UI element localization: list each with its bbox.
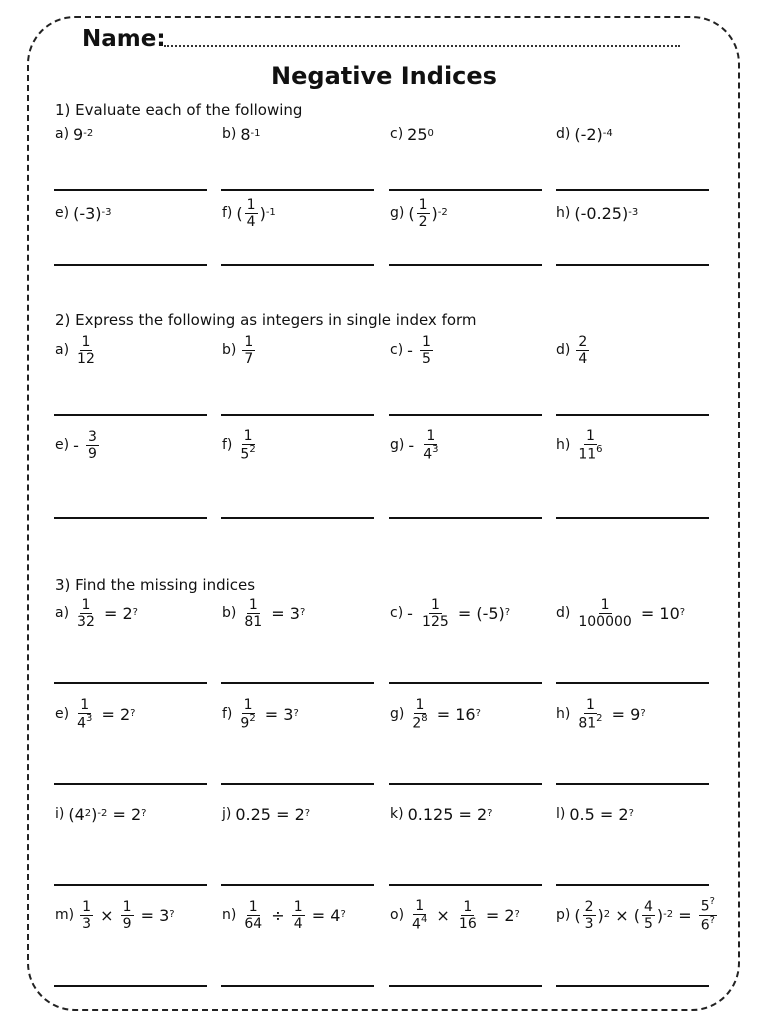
fraction-denominator: 3 [82, 915, 92, 932]
fraction-numerator: 1 [243, 427, 253, 444]
equals-sign: = [606, 704, 631, 724]
equals-sign: = [306, 905, 331, 925]
fraction [410, 899, 429, 932]
fraction-numerator: 5? [700, 895, 715, 915]
base: (-2) [574, 124, 603, 144]
fraction-denominator: 6? [700, 914, 715, 934]
fraction-denominator: 12 [77, 350, 95, 367]
fraction-numerator: 1 [246, 196, 256, 213]
exponent: ? [304, 807, 311, 819]
answer-line[interactable] [221, 517, 374, 519]
fraction-denominator: 4 [293, 915, 303, 932]
rhs-base: 2 [504, 905, 515, 925]
rhs-base: 2 [476, 804, 488, 824]
exponent: ? [132, 606, 138, 618]
answer-line[interactable] [221, 985, 374, 987]
fraction-numerator: 1 [244, 333, 254, 350]
bracket: ( [574, 905, 581, 925]
exercise-item [222, 116, 261, 152]
exercise-item [390, 696, 481, 732]
answer-line[interactable] [221, 682, 374, 684]
fraction-denominator: 16 [458, 915, 477, 932]
fraction [699, 895, 717, 934]
item-label: d) [556, 342, 571, 358]
exercise-item [222, 195, 276, 231]
equals-sign: = [431, 704, 456, 724]
fraction-numerator: 1 [80, 696, 90, 713]
exponent: 2 [249, 443, 256, 455]
rhs-base: 10 [659, 603, 680, 623]
exercise-item [390, 595, 510, 631]
equals-sign: = [452, 603, 477, 623]
exercise-item [556, 332, 591, 368]
item-label: f) [222, 706, 233, 722]
item-label: d) [556, 605, 571, 621]
fraction [576, 598, 633, 629]
exercise-item [556, 116, 613, 152]
fraction-numerator: 1 [418, 196, 428, 213]
item-label: o) [390, 907, 405, 923]
fraction [420, 598, 451, 629]
bracket: ( [408, 203, 415, 223]
item-label: n) [222, 907, 237, 923]
fraction [576, 429, 604, 462]
base: 0.25 [235, 804, 271, 824]
bracket: ) [656, 905, 664, 925]
item-label: b) [222, 605, 237, 621]
exercise-item [556, 897, 719, 933]
answer-line[interactable] [556, 985, 709, 987]
operator: × [431, 905, 455, 925]
fraction-numerator: 2 [578, 333, 588, 350]
fraction-denominator: $5^2$ [240, 443, 256, 463]
fraction-numerator: 4 [643, 898, 653, 915]
item-label: h) [556, 706, 571, 722]
bracket: ) [431, 203, 438, 223]
fraction-numerator: 1 [585, 696, 595, 713]
fraction-denominator: 3 [584, 915, 594, 932]
fraction-numerator: 1 [82, 898, 92, 915]
exercise-item [55, 796, 146, 832]
base: (-0.25) [574, 203, 629, 223]
exponent: ? [709, 895, 715, 907]
answer-line[interactable] [54, 985, 207, 987]
fraction [80, 900, 93, 931]
answer-line[interactable] [221, 264, 374, 266]
fraction-denominator: 81 [244, 613, 263, 630]
exponent: -2 [83, 127, 94, 139]
item-label: d) [556, 126, 571, 142]
exercise-item [390, 116, 434, 152]
equals-sign: = [635, 603, 660, 623]
fraction-denominator: $81^2$ [578, 712, 603, 732]
exponent: ? [293, 707, 299, 719]
item-label: a) [55, 605, 70, 621]
item-label: h) [556, 205, 571, 221]
exercise-item [556, 427, 607, 463]
fraction-denominator: 32 [77, 613, 95, 630]
exercise-item [556, 796, 634, 832]
worksheet-border [27, 16, 740, 1011]
fraction-denominator: 4 [578, 350, 588, 367]
answer-line[interactable] [389, 264, 542, 266]
exercise-item [55, 195, 112, 231]
item-label: i) [55, 806, 65, 822]
rhs-base: 2 [130, 804, 142, 824]
rhs-base: 16 [455, 704, 476, 724]
fraction [242, 335, 255, 366]
page-title: Negative Indices [271, 62, 497, 90]
item-label: c) [390, 126, 404, 142]
exponent: -1 [265, 206, 276, 218]
answer-line[interactable] [556, 783, 709, 785]
exercise-item [222, 897, 346, 933]
exponent: ? [130, 707, 136, 719]
exercise-item [556, 696, 646, 732]
minus-sign: - [408, 435, 420, 455]
exponent: 3 [432, 443, 439, 455]
equals-sign: = [98, 603, 123, 623]
rhs-base: 4 [330, 905, 341, 925]
exponent: ? [475, 707, 481, 719]
answer-line[interactable] [54, 884, 207, 886]
item-label: g) [390, 205, 405, 221]
operator: × [95, 905, 119, 925]
exercise-item [390, 796, 492, 832]
answer-line[interactable] [556, 264, 709, 266]
exercise-item [222, 595, 305, 631]
fraction-denominator: 7 [244, 350, 254, 367]
answer-line[interactable] [221, 189, 374, 191]
fraction [576, 698, 604, 731]
answer-line[interactable] [556, 189, 709, 191]
item-label: h) [556, 437, 571, 453]
fraction [242, 598, 264, 629]
answer-line[interactable] [556, 884, 709, 886]
exponent: 6 [596, 443, 603, 455]
minus-sign: - [407, 603, 419, 623]
item-label: j) [222, 806, 232, 822]
answer-line[interactable] [389, 414, 542, 416]
fraction [417, 198, 430, 229]
fraction-denominator: 2 [418, 213, 428, 230]
fraction-denominator: $4^4$ [412, 913, 428, 933]
answer-line[interactable] [389, 682, 542, 684]
answer-line[interactable] [221, 884, 374, 886]
exponent: ? [487, 807, 493, 819]
base: 25 [407, 124, 428, 144]
fraction [576, 335, 589, 366]
exercise-item [55, 595, 138, 631]
rhs-base: 9 [630, 704, 641, 724]
fraction [457, 900, 479, 931]
exponent: -2 [97, 807, 108, 819]
equals-sign: = [673, 905, 697, 925]
rhs-base: 2 [119, 704, 131, 724]
name-field[interactable] [164, 45, 680, 47]
fraction-denominator: 125 [422, 613, 449, 630]
item-label: c) [390, 605, 404, 621]
rhs-base: 2 [618, 804, 629, 824]
exercise-item [390, 195, 448, 231]
exponent: -2 [437, 206, 448, 218]
bracket: ( [236, 203, 243, 223]
rhs-base: 3 [289, 603, 300, 623]
exponent: ? [679, 606, 686, 618]
equals-sign: = [266, 603, 290, 623]
fraction-numerator: 1 [293, 898, 303, 915]
item-label: l) [556, 806, 566, 822]
answer-line[interactable] [389, 517, 542, 519]
exponent: ? [299, 606, 306, 618]
fraction [75, 598, 97, 629]
fraction-denominator: 64 [244, 915, 263, 932]
rhs-base: 2 [294, 804, 305, 824]
fraction-numerator: 1 [122, 898, 132, 915]
fraction-numerator: 1 [463, 898, 473, 915]
base: 0.125 [407, 804, 454, 824]
bracket: ) [597, 905, 604, 925]
bracket: ) [259, 203, 266, 223]
answer-line[interactable] [556, 414, 709, 416]
fraction-numerator: 1 [430, 596, 440, 613]
item-label: b) [222, 342, 237, 358]
fraction [292, 900, 305, 931]
exponent: ? [628, 807, 634, 819]
answer-line[interactable] [389, 884, 542, 886]
exercise-item [390, 332, 435, 368]
fraction [121, 900, 134, 931]
exponent: 2 [596, 712, 603, 724]
rhs-base: 3 [159, 905, 170, 925]
exercise-item [222, 796, 310, 832]
fraction-numerator: 2 [584, 898, 594, 915]
rhs-base: 2 [122, 603, 133, 623]
fraction-denominator: 5 [643, 915, 653, 932]
item-label: m) [55, 907, 75, 923]
exponent: 3 [86, 712, 93, 724]
base: 9 [73, 124, 84, 144]
exercise-item [390, 427, 443, 463]
fraction-numerator: 1 [248, 596, 258, 613]
rhs-base: (-5) [476, 603, 505, 623]
fraction-numerator: 1 [81, 596, 91, 613]
exponent: ? [504, 606, 511, 618]
equals-sign: = [594, 804, 619, 824]
item-label: f) [222, 437, 233, 453]
item-label: a) [55, 342, 70, 358]
fraction [245, 198, 258, 229]
answer-line[interactable] [54, 189, 207, 191]
fraction-numerator: 1 [415, 897, 425, 914]
answer-line[interactable] [556, 682, 709, 684]
operator: × [610, 905, 634, 925]
exponent: -2 [663, 908, 674, 920]
item-label: e) [55, 437, 70, 453]
exercise-item [55, 696, 135, 732]
item-label: g) [390, 437, 405, 453]
item-label: e) [55, 205, 70, 221]
answer-line[interactable] [389, 783, 542, 785]
exponent: ? [340, 908, 346, 920]
minus-sign: - [73, 435, 84, 455]
fraction [238, 429, 257, 462]
equals-sign: = [453, 804, 477, 824]
fraction-numerator: 3 [87, 428, 97, 445]
answer-line[interactable] [54, 517, 207, 519]
fraction [642, 900, 655, 931]
base: (-3) [73, 203, 102, 223]
exercise-item [390, 897, 520, 933]
fraction-numerator: 1 [248, 898, 258, 915]
exercise-item [55, 116, 93, 152]
item-label: c) [390, 342, 404, 358]
answer-line[interactable] [556, 517, 709, 519]
fraction [420, 335, 433, 366]
base: (4 [68, 804, 85, 824]
exercise-item [55, 332, 99, 368]
question-1-heading: 1) Evaluate each of the following [55, 101, 303, 119]
fraction-denominator: 5 [422, 350, 431, 367]
fraction-numerator: 1 [243, 696, 253, 713]
answer-line[interactable] [54, 264, 207, 266]
fraction [410, 698, 429, 731]
fraction [75, 698, 94, 731]
fraction-numerator: 1 [415, 696, 425, 713]
bracket: ) [91, 804, 98, 824]
equals-sign: = [135, 905, 160, 925]
fraction-denominator: $11^6$ [578, 443, 603, 463]
question-3-heading: 3) Find the missing indices [55, 576, 256, 594]
equals-sign: = [480, 905, 505, 925]
exponent: ? [169, 908, 175, 920]
fraction-numerator: 1 [422, 333, 431, 350]
fraction [583, 900, 596, 931]
fraction-numerator: 1 [81, 333, 91, 350]
answer-line[interactable] [221, 414, 374, 416]
fraction-denominator: $9^2$ [240, 712, 256, 732]
fraction-denominator: $4^3$ [423, 443, 439, 463]
answer-line[interactable] [389, 189, 542, 191]
fraction [242, 900, 264, 931]
fraction [421, 429, 440, 462]
question-2-heading: 2) Express the following as integers in single index form [55, 311, 477, 329]
exponent: ? [141, 807, 147, 819]
exponent: 0 [427, 127, 434, 139]
fraction-denominator: $4^3$ [77, 712, 93, 732]
equals-sign: = [270, 804, 295, 824]
exercise-item [222, 427, 260, 463]
fraction-denominator: 9 [122, 915, 132, 932]
rhs-base: 3 [283, 704, 294, 724]
exponent: 4 [420, 913, 428, 925]
fraction [86, 430, 99, 461]
exercise-item [556, 595, 685, 631]
fraction-numerator: 1 [585, 427, 595, 444]
exercise-item [222, 696, 299, 732]
exponent: -1 [250, 127, 261, 139]
equals-sign: = [107, 804, 131, 824]
fraction-denominator: 4 [246, 213, 256, 230]
base: 8 [240, 124, 251, 144]
exercise-item [55, 897, 175, 933]
item-label: f) [222, 205, 233, 221]
fraction [75, 335, 97, 366]
answer-line[interactable] [54, 414, 207, 416]
equals-sign: = [96, 704, 120, 724]
exponent: -3 [628, 206, 639, 218]
item-label: b) [222, 126, 237, 142]
fraction-denominator: 100000 [578, 613, 632, 630]
fraction-numerator: 1 [426, 427, 436, 444]
name-label: Name: [82, 26, 166, 52]
exponent: -4 [602, 127, 613, 139]
exercise-item [55, 427, 101, 463]
answer-line[interactable] [54, 682, 207, 684]
operator: ÷ [266, 905, 290, 925]
exponent: ? [514, 908, 520, 920]
item-label: g) [390, 706, 405, 722]
bracket: ( [633, 905, 640, 925]
exponent: ? [709, 914, 715, 926]
item-label: a) [55, 126, 70, 142]
exponent: 2 [249, 712, 256, 724]
item-label: e) [55, 706, 70, 722]
exercise-item [556, 195, 638, 231]
fraction-numerator: 1 [600, 596, 610, 613]
fraction [238, 698, 257, 731]
exponent: ? [640, 707, 646, 719]
exponent: -3 [101, 206, 112, 218]
item-label: p) [556, 907, 571, 923]
fraction-denominator: $2^8$ [412, 712, 428, 732]
exponent: 8 [421, 712, 428, 724]
answer-line[interactable] [389, 985, 542, 987]
fraction-denominator: 9 [87, 445, 97, 462]
exponent: 2 [84, 807, 92, 819]
exponent: 2 [603, 908, 611, 920]
base: 0.5 [569, 804, 595, 824]
answer-line[interactable] [54, 783, 207, 785]
answer-line[interactable] [221, 783, 374, 785]
item-label: k) [390, 806, 404, 822]
equals-sign: = [259, 704, 284, 724]
minus-sign: - [407, 340, 419, 360]
exercise-item [222, 332, 257, 368]
